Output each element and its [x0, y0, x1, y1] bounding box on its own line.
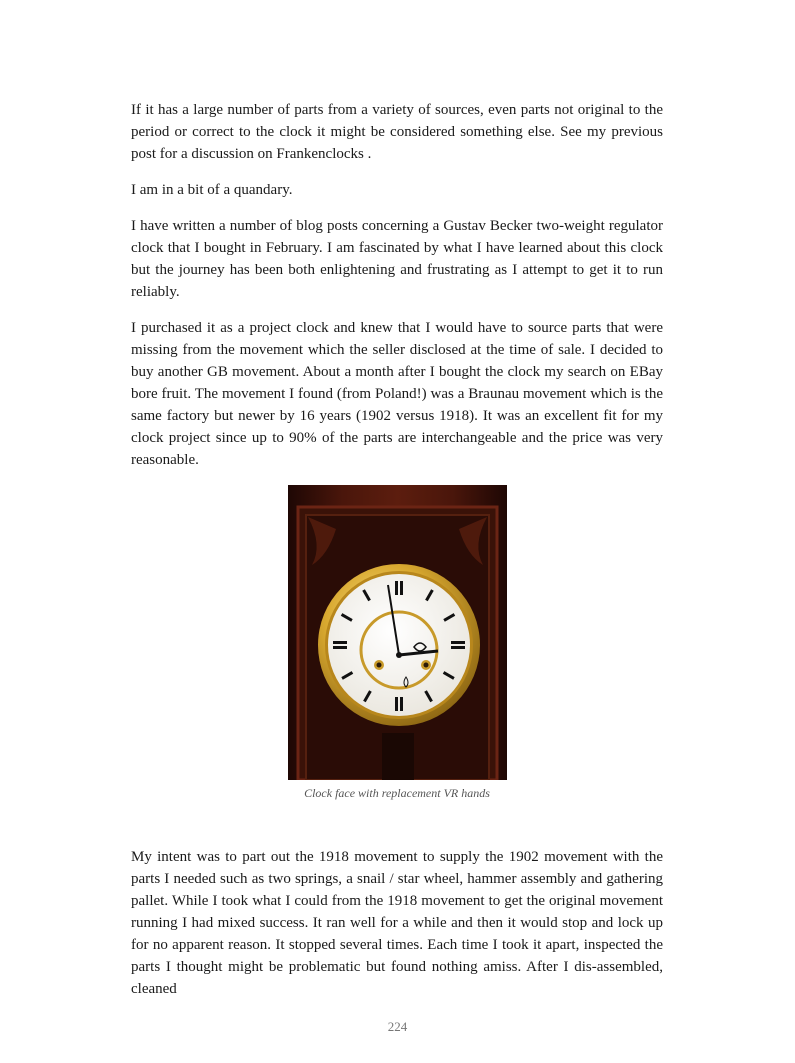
paragraph: I purchased it as a project clock and knew that I would have to source parts that were missing from the movement which the seller disclosed at the time of sale. I decided to buy another GB movement. About a month after I bought the clock my search on EBay bore fruit. The movement I found (from Poland!) was a Braunau movement which is the same factory but newer by 16 years (1902 versus 1918). It was an excellent fit for my clock project since up to 90% of the parts are interchangeable and the price was very reasonable. [131, 320, 663, 468]
paragraph: My intent was to part out the 1918 movement to supply the 1902 movement with the parts I needed such as two springs, a snail / star wheel, hammer assembly and gathering pallet. While I took what I could from the 1918 movement to get the original movement running I had mixed success. It ran well for a while and then it would stop and lock up for no apparent reason. It stopped several times. Each time I took it apart, inspected the parts I thought might be problematic but found nothing amiss. After I dis-assembled, cleaned [131, 849, 663, 997]
paragraph: I have written a number of blog posts concerning a Gustav Becker two-weight regulator clock that I bought in February. I am fascinated by what I have learned about this clock but the journey has been both enlightening and frustrating as I attempt to get it to run reliably. [131, 218, 663, 300]
paragraph: I am in a bit of a quandary. [131, 182, 293, 198]
page-body [131, 99, 663, 1014]
page-number: 224 [387, 1019, 408, 1034]
clock-figure [131, 485, 663, 801]
clock-face-photo [288, 485, 507, 780]
figure-caption: Clock face with replacement VR hands [304, 786, 490, 800]
paragraph: If it has a large number of parts from a variety of sources, even parts not original to the period or correct to the clock it might be considered something else. See my previous post for a discussion on Frankenclocks . [131, 102, 663, 162]
